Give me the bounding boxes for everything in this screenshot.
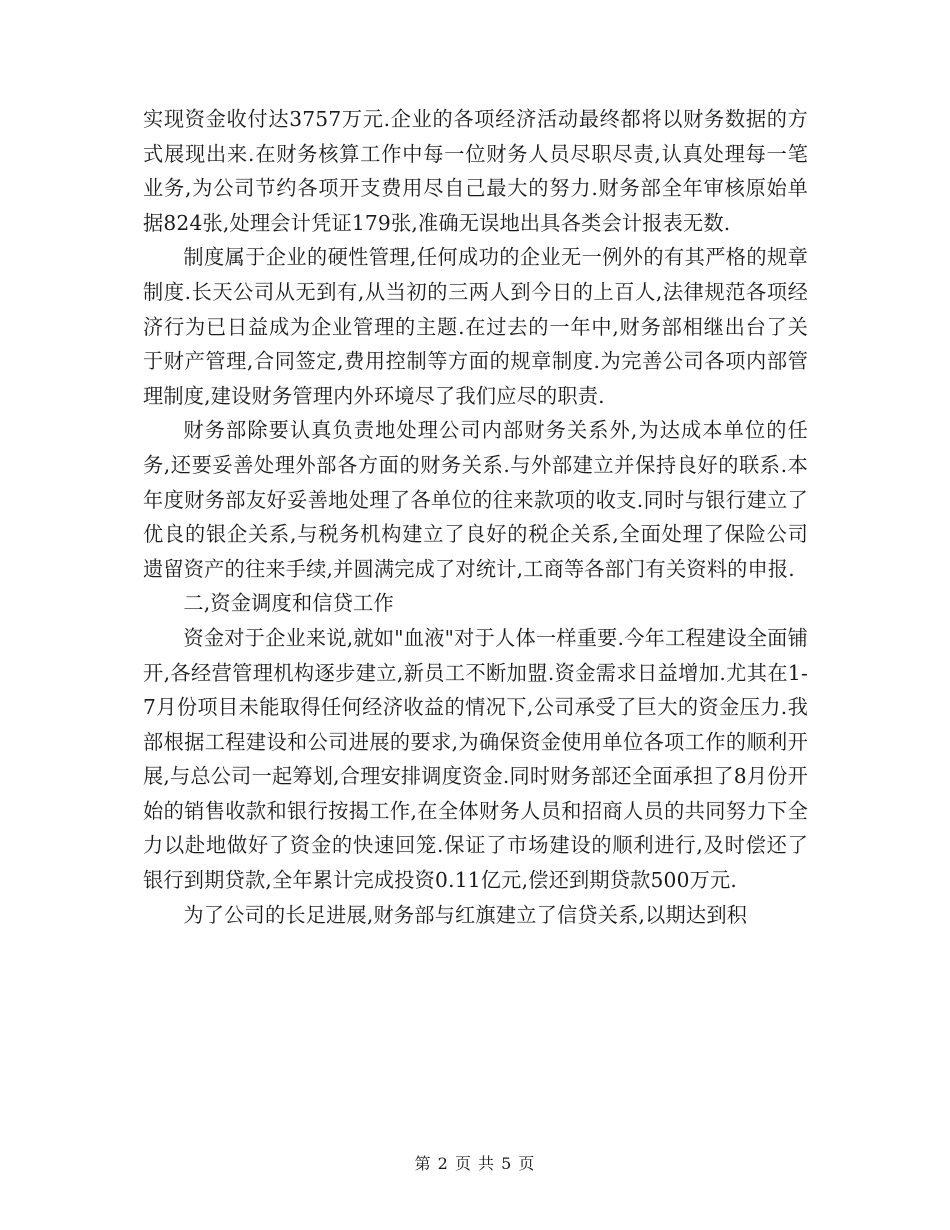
- paragraph-fund-scheduling: 资金对于企业来说,就如"血液"对于人体一样重要.今年工程建设全面铺开,各经营管理机构逐步建立,新员工不断加盟.资金需求日益增加.尤其在1-7月份项目未能取得任何经济收益的情况下,公司承受了巨大的资金压力.我部根据工程建设和公司进展的要求,为确保资金使用单位各项工作的顺利开展,与总公司一起筹划,合理安排调度资金.同时财务部还全面承担了8月份开始的销售收款和银行按揭工作,在全体财务人员和招商人员的共同努力下全力以赴地做好了资金的快速回笼.保证了市场建设的顺利进行,及时偿还了银行到期贷款,全年累计完成投资0.11亿元,偿还到期贷款500万元.: [143, 625, 808, 893]
- section-heading-fund-scheduling: 二,资金调度和信贷工作: [183, 591, 394, 616]
- document-body: [143, 102, 808, 932]
- paragraph-regulations: 制度属于企业的硬性管理,任何成功的企业无一例外的有其严格的规章制度.长天公司从无到有,从当初的三两人到今日的上百人,法律规范各项经济行为已日益成为企业管理的主题.在过去的一年中,财务部相继出台了关于财产管理,合同签定,费用控制等方面的规章制度.为完善公司各项内部管理制度,建设财务管理内外环境尽了我们应尽的职责.: [143, 245, 808, 408]
- page-number-footer: 第 2 页 共 5 页: [414, 1154, 536, 1173]
- paragraph-credit-relations: 为了公司的长足进展,财务部与红旗建立了信贷关系,以期达到积: [183, 902, 748, 927]
- paragraph-external-relations: 财务部除要认真负责地处理公司内部财务关系外,为达成本单位的任务,还要妥善处理外部各方面的财务关系.与外部建立并保持良好的联系.本年度财务部友好妥善地处理了各单位的往来款项的收支.同时与银行建立了优良的银企关系,与税务机构建立了良好的税企关系,全面处理了保险公司遗留资产的往来手续,并圆满完成了对统计,工商等各部门有关资料的申报.: [143, 418, 808, 581]
- paragraph-fund-settlement: 实现资金收付达3757万元.企业的各项经济活动最终都将以财务数据的方式展现出来.在财务核算工作中每一位财务人员尽职尽责,认真处理每一笔业务,为公司节约各项开支费用尽自己最大的努力.财务部全年审核原始单据824张,处理会计凭证179张,准确无误地出具各类会计报表无数.: [143, 107, 808, 235]
